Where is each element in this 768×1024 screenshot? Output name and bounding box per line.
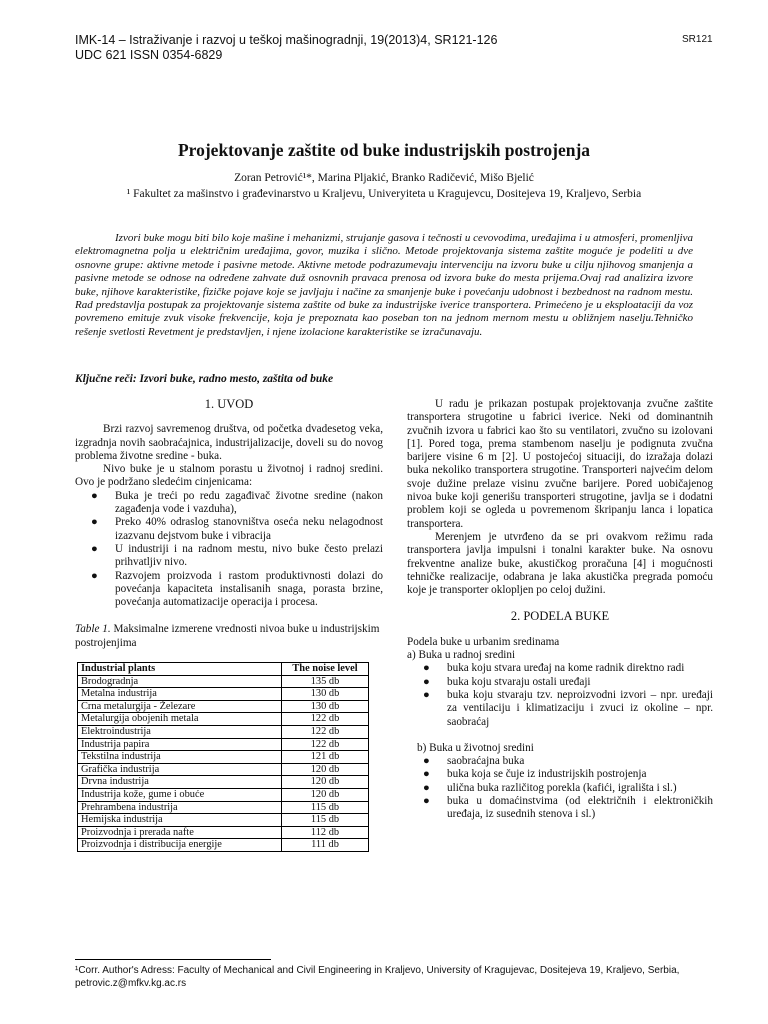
list-item: ● buka u domaćinstvima (od električnih i elektroničkih uređaja, iz susednih stenova i sl.) xyxy=(423,795,713,821)
table-row: Proizvodnja i prerada nafte 112 db xyxy=(78,826,369,839)
keywords: Ključne reči: Izvori buke, radno mesto, zaštita od buke xyxy=(75,373,334,385)
paragraph: Merenjem je utvrđeno da se pri ovakvom režimu rada transportera javlja impulsni i tonalni karakter buke. Na osnovu frekventne analize buke, akustičkog proračuna [4] i mogućnosti tehničke realizacije, odabrana je laka akustička pregrada pomoću koje je transporter okloplјen po celoj dužini. xyxy=(407,530,713,597)
noise-table xyxy=(77,662,369,852)
table-header-row xyxy=(78,663,369,676)
list-item: ● Preko 40% odraslog stanovništva oseća neku nelagodnost izazvanu dejstvom buke i vibracija xyxy=(91,516,383,542)
list-item: ● ulična buka različitog porekla (kafići, igrališta i sl.) xyxy=(423,781,677,794)
table-row: Proizvodnja i distribucija energije 111 db xyxy=(78,839,369,852)
section-heading-uvod: 1. UVOD xyxy=(204,397,254,411)
journal-line: IMK-14 – Istraživanje i razvoj u teškoj mašinogradnji, 19(2013)4, SR121-126 xyxy=(75,33,498,47)
affiliation: ¹ Fakultet za mašinstvo i građevinarstvo u Kraljevu, Univeryiteta u Kragujevcu, Dositejeva 19, Kraljevo, Serbia xyxy=(126,188,642,200)
fact-list xyxy=(75,490,383,610)
right-column xyxy=(407,398,713,822)
paragraph: Nivo buke je u stalnom porastu u životnoj i radnoj sredini. Ovo je podržano sledećim cinjenicama: xyxy=(75,463,383,489)
table-row: Grafička industrija 120 db xyxy=(78,763,369,776)
list-item: ● U industriji i na radnom mestu, nivo buke često prelazi prihvatljiv nivo. xyxy=(91,542,383,569)
list-item: ● buka koju stvaraju tzv. neproizvodni izvori – npr. uređaji za ventilaciju i klimatizaciju i zvuci iz okoline – npr. saobraćaj xyxy=(423,688,713,728)
table-row: Drvna industrija 120 db xyxy=(78,776,369,789)
table-row: Industrija papira 122 db xyxy=(78,738,369,751)
list-item: ● buka koja se čuje iz industrijskih postrojenja xyxy=(423,768,647,781)
footnote: ¹Corr. Author's Adress: Faculty of Mechanical and Civil Engineering in Kraljevo, University of Kragujevac, Dositejeva 19, Kraljevo, Serbia, petrovic.z@mfkv.kg.ac.rs xyxy=(75,965,680,989)
list-item: ● buka koju stvara uređaj na kome radnik direktno radi xyxy=(423,662,685,675)
table-row: Hemijska industrija 115 db xyxy=(78,814,369,827)
paragraph: U radu je prikazan postupak projektovanja zvučne zaštite transportera strugotine u fabrici iverice. Neki od dominantnih zvučnih izvora u fabrici kao što su ventilatori, zvučno su izolovani [1]. Pored toga, prema stambenom naselju je podignuta zvučna barijere visine 6 m [2]. U postojećoj situaciji, do izražaja dolazi buka nekoliko transportera strugotine. Transporteri najvećim delom svoje dužine prelaze visinu zvučne barijere. Pored uobičajenog nivoa buke koji generišu transporteri strugotine, javlja se i dodatni problem koji se ogleda u povremenom škripanju lanca i lopatica transportera. xyxy=(407,398,713,530)
section-heading-podela: 2. PODELA BUKE xyxy=(510,609,610,624)
table-row: Tekstilna industrija 121 db xyxy=(78,751,369,764)
subsection-intro: Podela buke u urbanim sredinama xyxy=(407,635,560,648)
table-caption: Table 1. Maksimalne izmerene vrednosti nivoa buke u industrijskim postrojenjima xyxy=(75,623,380,649)
table-row: Prehrambena industrija 115 db xyxy=(78,801,369,814)
subsection-b: b) Buka u životnoj sredini xyxy=(417,741,534,754)
table-row: Elektroindustrija 122 db xyxy=(78,726,369,739)
list-item: ● buka koju stvaraju ostali uređaji xyxy=(423,675,591,688)
footnote-rule xyxy=(75,959,271,960)
list-a xyxy=(407,662,713,728)
abstract: Izvori buke mogu biti bilo koje mašine i mehanizmi, strujanje gasova i tečnosti u cevovodima, uređajima i u atmosferi, promenljiva elektromagnetna polja u električnim uređajima, govor, muzika i slično. Metode projektovanja sistema zaštite moguće je podeliti u dve osnovne grupe: aktivne metode i pasivne metode. Aktivne metode podrazumevaju intervenciju na izvoru buke u cilju njihovog smanjenja a pasivne metode se odnose na određene zahvate duž osnovnih pravaca prenosa od izvora buke do mesta prijema.Ovaj rad analizira izvore buke, njihove karakteristike, fizičke pojave koje se javljaju i načine za smanjenje buke i povećanju udobnost i bezbednost na radnom mestu. Rad predstavlja postupak za projektovanje sistema zaštite od buke za industrijske iverice transportera. Primećeno je u eksploataciji da voz povremeno emituje zvuk visoke frekvencije, koja je prepoznata kao poseban ton na jednom mernom mestu u obližnjem naselju.Tehničko rešenje svetlosti Revetment je predstavljen, i njene izolacione karakteristike se izračunavaju. xyxy=(75,232,693,338)
list-item: ● saobraćajna buka xyxy=(423,755,525,768)
table-row: Metalna industrija 130 db xyxy=(78,688,369,701)
paragraph: Brzi razvoj savremenog društva, od početka dvadesetog veka, izgradnja novih saobraćajnica, industrijalizacije, doveli su do novog problema životne sredine - buka. xyxy=(75,423,383,462)
udc-line: UDC 621 ISSN 0354-6829 xyxy=(75,48,223,62)
list-item: ● Buka je treći po redu zagađivač životne sredine (nakon zagađenja vode i vazduha), xyxy=(91,489,383,516)
authors: Zoran Petrović¹*, Marina Pljakić, Branko Radičević, Mišo Bjelić xyxy=(234,172,534,184)
journal-header xyxy=(75,33,635,63)
table-row: Brodogradnja 135 db xyxy=(78,675,369,688)
table-row: Metalurgija obojenih metala 122 db xyxy=(78,713,369,726)
page-code: SR121 xyxy=(682,34,713,45)
table-row: Industrija kože, gume i obuće 120 db xyxy=(78,788,369,801)
column-header: The noise level xyxy=(282,663,369,676)
list-item: ● Razvojem proizvoda i rastom produktivnosti dolazi do povećanja kapaciteta instalisanih snaga, porasta brzine, povećanja automatizacije operacija i procesa. xyxy=(91,569,383,609)
table-row: Crna metalurgija - Železare 130 db xyxy=(78,700,369,713)
column-header: Industrial plants xyxy=(78,663,282,676)
left-column xyxy=(75,398,383,852)
list-b xyxy=(407,755,713,821)
paper-title: Projektovanje zaštite od buke industrijskih postrojenja xyxy=(177,140,591,160)
subsection-a: a) Buka u radnoj sredini xyxy=(407,649,516,662)
